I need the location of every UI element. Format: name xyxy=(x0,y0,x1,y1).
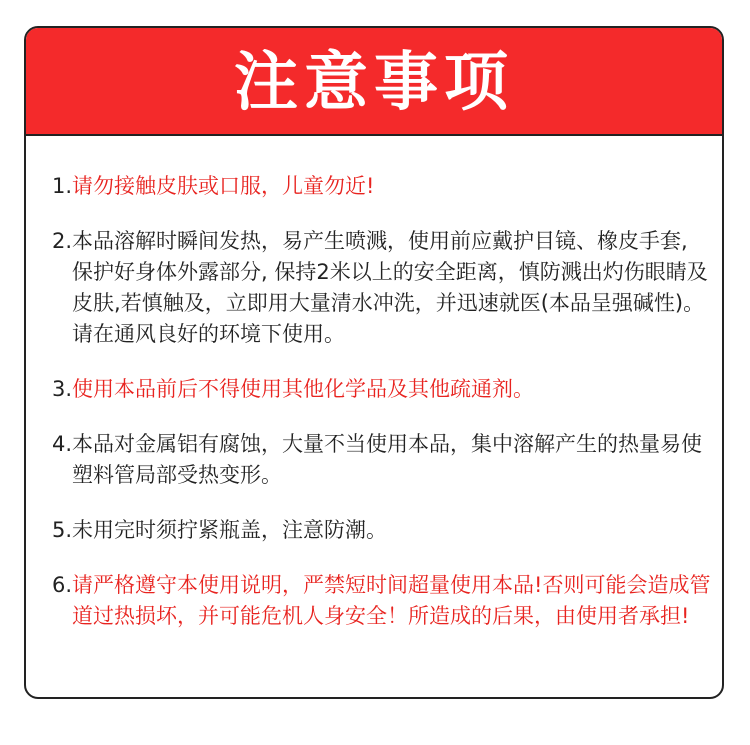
item-number: 6. xyxy=(52,573,73,597)
page-title: 注意事项 xyxy=(234,46,514,120)
list-item-2 xyxy=(52,226,712,350)
list-item-3 xyxy=(52,374,712,405)
list-item-5 xyxy=(52,515,712,546)
item-number: 5. xyxy=(52,518,73,542)
item-number: 1. xyxy=(52,174,73,198)
item-number: 3. xyxy=(52,377,73,401)
list-item-4 xyxy=(52,429,712,491)
item-text: 请勿接触皮肤或口服，儿童勿近! xyxy=(72,174,375,198)
item-number: 4. xyxy=(52,432,73,456)
list-item-1 xyxy=(52,171,712,202)
item-text: 请严格遵守本使用说明，严禁短时间超量使用本品!否则可能会造成管道过热损坏，并可能危机人身安全！所造成的后果，由使用者承担! xyxy=(72,573,711,628)
item-number: 2. xyxy=(52,229,73,253)
notice-card xyxy=(24,26,724,699)
notice-list xyxy=(52,171,712,632)
item-text: 使用本品前后不得使用其他化学品及其他疏通剂。 xyxy=(72,377,535,401)
item-text: 未用完时须拧紧瓶盖，注意防潮。 xyxy=(72,518,388,542)
item-text: 本品溶解时瞬间发热，易产生喷溅，使用前应戴护目镜、橡皮手套, 保护好身体外露部分, 保持2米以上的安全距离，慎防溅出灼伤眼睛及皮肤,若慎触及，立即用大量清水冲洗，并迅速就医(本品呈强碱性)。请在通风良好的环境下使用。 xyxy=(72,229,708,346)
list-item-6 xyxy=(52,570,712,632)
item-text: 本品对金属铝有腐蚀，大量不当使用本品，集中溶解产生的热量易使塑料管局部受热变形。 xyxy=(72,432,703,487)
title-banner xyxy=(26,28,722,136)
